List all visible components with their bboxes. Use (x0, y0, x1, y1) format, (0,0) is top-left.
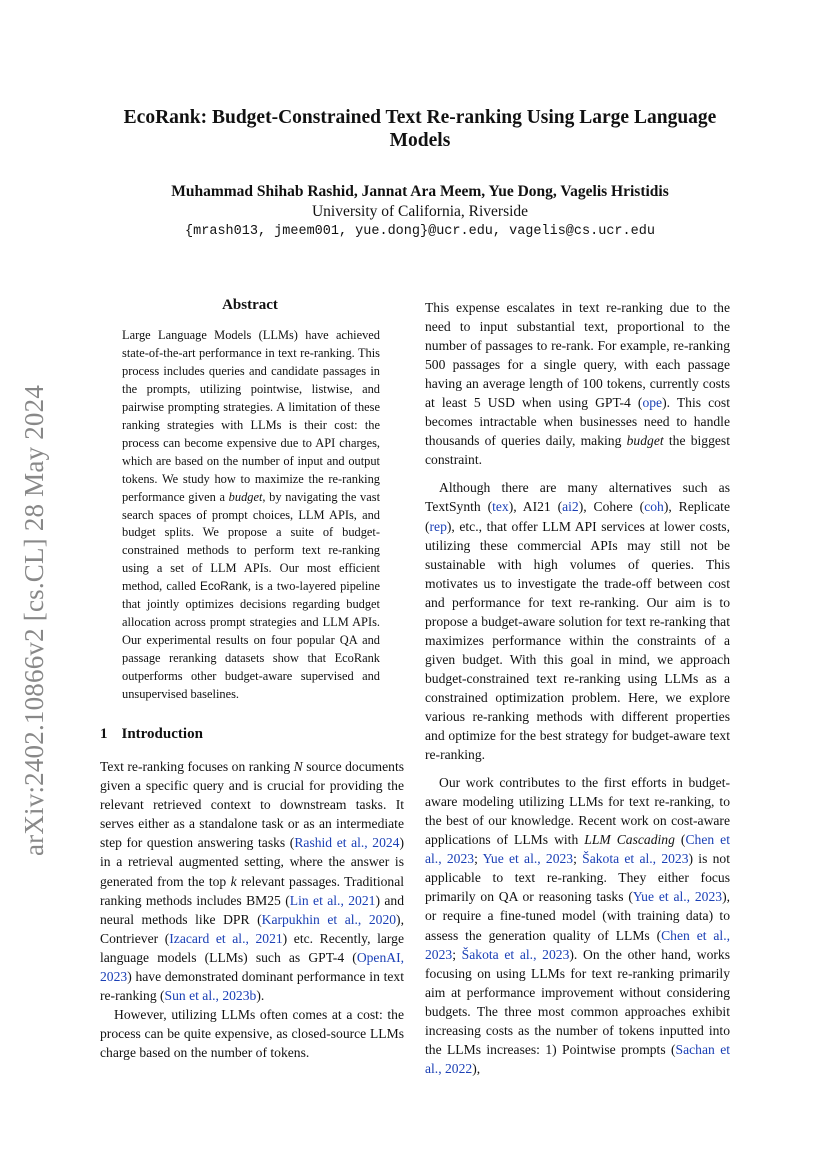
text-run: ( (674, 832, 686, 848)
citation-link[interactable]: Sachan et al., 2022 (425, 1041, 730, 1076)
citation-link[interactable]: Šakota et al., 2023 (582, 851, 689, 867)
text-run: Although there are many alternatives such as TextSynth ( (425, 480, 730, 515)
arxiv-stamp-text: arXiv:2402.10866v2 [cs.CL] 28 May 2024 (19, 384, 50, 856)
citation-link[interactable]: Sun et al., 2023b (164, 988, 257, 1004)
citation-link[interactable]: Chen et al., 2023 (425, 832, 730, 867)
emphasis: budget (626, 433, 664, 449)
text-run: source documents given a specific query and is crucial for providing the relevant retrieved context to downstream tasks. It serves either as a standalone task or as an intermediate step for question answering tasks ( (100, 759, 405, 851)
author-list: Muhammad Shihab Rashid, Jannat Ara Meem, Yue Dong, Vagelis Hristidis (171, 183, 669, 200)
text-run: ; (452, 946, 462, 962)
abstract-heading: Abstract (222, 297, 278, 313)
abstract-text: , by navigating the vast search spaces of prompt choices, LLM APIs, and budget splits. We propose a suite of budget-constrained methods to perform text re-ranking using a set of LLM APIs. Our most efficient method, called (122, 489, 381, 594)
text-run: This expense escalates in text re-ranking due to the need to input substantial text, proportional to the number of passages to re-rank. For example, re-ranking 500 passages for a single query, with each passage having an average length of 100 tokens, currently costs at least 5 USD when using GPT-4 ( (425, 300, 730, 411)
paper-title: EcoRank: Budget-Constrained Text Re-ranking Using Large Language Models (123, 107, 717, 151)
citation-link[interactable]: Chen et al., 2023 (425, 927, 730, 962)
text-run: ) and neural methods like DPR ( (100, 892, 404, 927)
text-run: the biggest constraint. (425, 433, 730, 468)
math-symbol: k (230, 873, 237, 889)
paragraph (100, 757, 404, 1005)
text-run: Our work contributes to the first efforts in budget-aware modeling utilizing LLMs for text re-ranking, to the best of our knowledge. Recent work on cost-aware applications of LLMs with (425, 775, 730, 848)
citation-link[interactable]: Izacard et al., 2021 (169, 930, 283, 946)
abstract-emphasis: budget (228, 489, 263, 504)
citation-link[interactable]: rep (429, 518, 447, 534)
citation-link[interactable]: Šakota et al., 2023 (461, 946, 570, 962)
citation-link[interactable]: Lin et al., 2021 (289, 892, 376, 908)
text-run: ), or require a fine-tuned model (with training data) to assess the generation quality of LLMs ( (425, 889, 730, 943)
text-run: ; (573, 851, 583, 867)
text-run: relevant passages. Traditional ranking methods includes BM25 ( (100, 873, 405, 908)
text-run: ) have demonstrated dominant performance in text re-ranking ( (100, 969, 404, 1004)
section-number: 1 (100, 726, 108, 742)
text-run: ) is not applicable to text re-ranking. They either focus primarily on QA or reasoning tasks ( (425, 851, 730, 905)
emphasis: LLM Cascading (584, 832, 675, 848)
text-run: ), Contriever ( (100, 911, 404, 946)
paragraph (425, 773, 730, 1078)
affiliation: University of California, Riverside (311, 203, 529, 220)
citation-link[interactable]: coh (644, 499, 664, 515)
section-title: Introduction (121, 726, 203, 742)
text-run: ) etc. Recently, large language models (LLMs) such as GPT-4 ( (100, 930, 404, 965)
citation-link[interactable]: ai2 (562, 499, 579, 515)
right-column (425, 298, 730, 1078)
abstract-text: Large Language Models (LLMs) have achieved state-of-the-art performance in text re-ranking. This process includes queries and candidate passages in the prompts, utilizing pointwise, listwise, and pairwise prompting strategies. A limitation of these ranking strategies with LLMs is their cost: the process can become expensive due to API charges, which are based on the number of input and output tokens. We study how to maximize the re-ranking performance given a (122, 328, 380, 504)
text-run: ). On the other hand, works focusing on using LLMs for text re-ranking primarily aim at performance improvement without considering budgets. The three most common approaches exhibit increasing costs as the number of tokens inputted into the LLMs increases: 1) Pointwise prompts ( (425, 946, 730, 1057)
text-run: ), AI21 ( (508, 499, 563, 515)
math-symbol: N (293, 759, 303, 774)
section-heading (100, 726, 400, 743)
citation-link[interactable]: Yue et al., 2023 (632, 889, 723, 905)
text-run: ; (474, 851, 483, 867)
text-run: ) in a retrieval augmented setting, where the answer is generated from the top (100, 835, 405, 889)
citation-link[interactable]: ope (642, 395, 663, 411)
text-run: ), Replicate ( (425, 499, 730, 534)
author-emails: {mrash013, jmeem001, yue.dong}@ucr.edu, vagelis@cs.ucr.edu (185, 224, 655, 239)
abstract-text: , is a two-layered pipeline that jointly optimizes decisions regarding budget allocation across prompt strategies and LLM APIs. Our experimental results on four popular QA and passage reranking datasets show that EcoRank outperforms other budget-aware supervised and unsupervised baselines. (122, 579, 380, 702)
citation-link[interactable]: Yue et al., 2023 (482, 851, 574, 867)
citation-link[interactable]: Rashid et al., 2024 (294, 835, 400, 851)
text-run: ). (256, 988, 265, 1004)
text-run: ), Cohere ( (578, 499, 645, 515)
paragraph (425, 478, 730, 764)
left-column (100, 757, 404, 1063)
citation-link[interactable]: Karpukhin et al., 2020 (261, 911, 397, 927)
text-run: Text re-ranking focuses on ranking (100, 759, 294, 774)
text-run: ). This cost becomes intractable when businesses need to handle thousands of queries daily, making (425, 395, 730, 449)
text-run: ), etc., that offer LLM API services at lower costs, utilizing these commercial APIs may still not be sustainable with high volumes of queries. This motivates us to investigate the trade-off between cost and performance for text re-ranking. Our aim is to propose a budget-aware solution for text re-ranking that maximizes performance within the constraints of a given budget. With this goal in mind, we approach budget-constrained text re-ranking using LLMs as a constrained optimization problem. Here, we explore various re-ranking methods with different properties and optimize for the best strategy for budget-aware text re-ranking. (425, 518, 730, 763)
citation-link[interactable]: OpenAI, 2023 (100, 949, 404, 985)
arxiv-stamp (10, 360, 60, 880)
abstract-body (122, 327, 380, 704)
paragraph: However, utilizing LLMs often comes at a cost: the process can be quite expensive, as closed-source LLMs charge based on the number of tokens. (100, 1007, 404, 1061)
paragraph (425, 298, 730, 469)
method-name: EcoRank (199, 579, 248, 594)
text-run: ), (472, 1060, 481, 1076)
citation-link[interactable]: tex (492, 499, 509, 515)
